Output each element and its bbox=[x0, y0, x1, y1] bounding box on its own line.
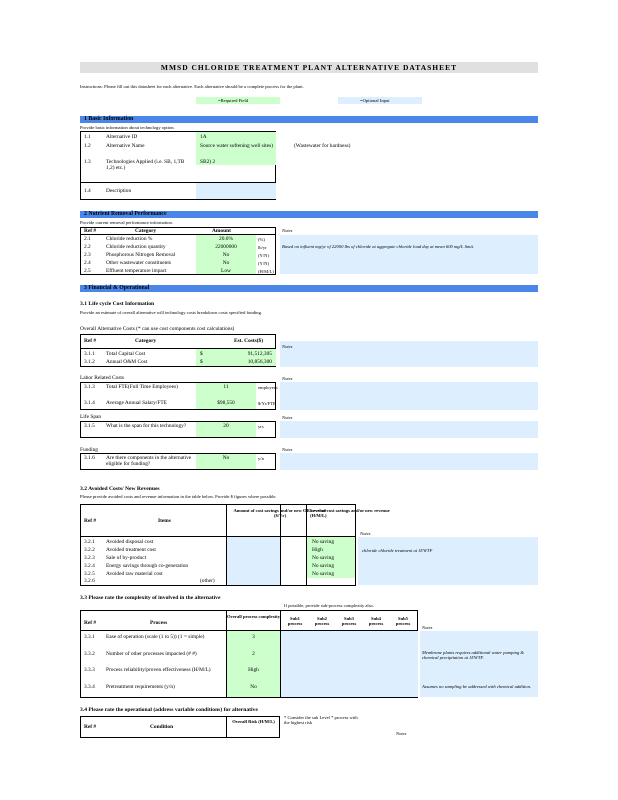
row-ref: 3.2.2 bbox=[84, 547, 95, 553]
subsection-3-3-title: 3.3 Please rate the complexity of involved in the alternative bbox=[80, 595, 221, 601]
unit-label: (Y/N) bbox=[258, 253, 269, 258]
funding-label: Funding bbox=[80, 447, 98, 453]
row-item: Energy savings through co-generation bbox=[106, 563, 189, 569]
notes-label: Notes bbox=[282, 228, 293, 233]
col-items: Items bbox=[158, 518, 171, 524]
row-category: What is the span for this technology? bbox=[106, 423, 187, 429]
col-category: Category bbox=[135, 228, 157, 234]
processes-impacted-field[interactable]: 2 bbox=[252, 651, 255, 657]
level-field[interactable]: No saving bbox=[312, 563, 335, 569]
col-process: Process bbox=[150, 620, 168, 626]
row-item: Avoided raw material cost bbox=[106, 571, 163, 577]
row-ref: 3.2.5 bbox=[84, 571, 95, 577]
description-field-bg bbox=[196, 182, 276, 199]
col-est-costs: Est. Costs($) bbox=[234, 338, 264, 344]
col-ref: Ref # bbox=[84, 620, 97, 626]
notes-label: Notes bbox=[282, 447, 293, 452]
col-overall-complexity: Overall process complexity bbox=[227, 614, 280, 619]
technologies-label: Technologies Applied (i.e. SB, 1,TB 1,2) etc.) bbox=[106, 159, 185, 172]
row-ref: 3.1.3 bbox=[84, 384, 95, 390]
complexity-note-2: Assumes no sampling be addressed with chemical addition. bbox=[422, 684, 532, 689]
row-ref: 3.2.4 bbox=[84, 563, 95, 569]
row-ref: 3.1.2 bbox=[84, 359, 95, 365]
subsection-3-2-title: 3.2 Avoided Costs/ New Revenues bbox=[80, 486, 160, 492]
level-field[interactable]: No saving bbox=[312, 571, 335, 577]
row-ref: 2.4 bbox=[84, 260, 91, 266]
col-sub1: Sub1 process bbox=[287, 616, 303, 627]
row-ref: 3.3.3 bbox=[84, 667, 95, 673]
chloride-reduction-pct-field[interactable]: 20.0% bbox=[219, 236, 233, 242]
subsection-3-4-title: 3.4 Please rate the operational (address variable conditions) for alternative bbox=[80, 707, 258, 713]
row-ref: 3.1.5 bbox=[84, 423, 95, 429]
row-category: Total Capital Cost bbox=[106, 351, 146, 357]
row-ref: 2.5 bbox=[84, 268, 91, 274]
subsection-3-1-desc: Provide an estimate of overall alternative will technology costs breakdown costs specified funding. bbox=[80, 310, 263, 315]
notes-label: Notes bbox=[422, 625, 433, 630]
row-ref: 1.3 bbox=[84, 159, 91, 165]
row-item: (other) bbox=[200, 578, 215, 584]
notes-label: Notes bbox=[396, 731, 407, 736]
col-sub3: Sub3 process bbox=[341, 616, 357, 627]
row-category: Total FTE(Full Time Employees) bbox=[106, 384, 178, 390]
notes-label: Notes bbox=[282, 415, 293, 420]
col-overall-risk: Overall Risk (H/M/L) bbox=[232, 719, 275, 724]
row-item: Avoided disposal cost bbox=[106, 539, 154, 545]
col-ref: Ref # bbox=[84, 228, 97, 234]
row-ref: 3.1.1 bbox=[84, 351, 95, 357]
row-ref: 3.2.1 bbox=[84, 539, 95, 545]
notes-label: Notes bbox=[360, 531, 371, 536]
cost-notes-cell bbox=[280, 341, 538, 367]
amount-optional-cells bbox=[227, 537, 280, 585]
total-capital-cost-field[interactable]: 91,512,305 bbox=[247, 351, 272, 357]
nutrient-note: Based on influent mg/yr of 22000 lbs of chloride at aggregate chloride load day at mean 600 mg/L limit. bbox=[282, 244, 475, 249]
unit-label: lb/yr bbox=[258, 245, 267, 250]
col-sub2: Sub2 process bbox=[314, 616, 330, 627]
currency-symbol: $ bbox=[200, 359, 203, 365]
row-ref: 3.1.6 bbox=[84, 455, 95, 461]
life-span-field[interactable]: 20 bbox=[223, 423, 229, 429]
section-2-desc: Provide current removal performance information. bbox=[80, 220, 173, 225]
instructions-text: Instructions: Please fill out this datasheet for each alternative. Each alternative should be a complete process for the plant. bbox=[80, 84, 304, 89]
subsection-3-2-desc: Please provide avoided costs and revenue information in the table below. Provide $ figures where possible. bbox=[80, 494, 277, 499]
row-process: Pretreatment requirements (y/n) bbox=[106, 684, 175, 690]
total-fte-field[interactable]: 11 bbox=[223, 384, 229, 390]
row-category: Annual O&M Cost bbox=[106, 359, 148, 365]
subsection-3-3-hint: If possible, provide sub-process complexity also. bbox=[284, 603, 374, 608]
row-process: Number of other processes impacted (# #) bbox=[106, 651, 197, 657]
row-ref: 1.1 bbox=[84, 134, 91, 140]
section-1-header: 1 Basic Information bbox=[80, 116, 538, 123]
section-3-header: 3 Financial & Operational bbox=[80, 285, 538, 292]
alternative-id-field[interactable]: 1A bbox=[200, 134, 207, 140]
life-span-label: Life Span bbox=[80, 414, 102, 420]
description-label: Description bbox=[106, 188, 132, 194]
effluent-temp-field[interactable]: Low bbox=[221, 268, 231, 274]
row-ref: 1.4 bbox=[84, 188, 91, 194]
col-amount: Amount of cost savings and/or new OR revenue ($/Yr) bbox=[233, 508, 327, 519]
alternative-name-field[interactable]: Source water softening well sites) bbox=[200, 143, 274, 149]
ease-of-operation-field[interactable]: 3 bbox=[252, 634, 255, 640]
row-item: Sale of by-product bbox=[106, 555, 147, 561]
life-span-notes-cell bbox=[280, 421, 538, 438]
avoided-notes-cell bbox=[358, 537, 538, 585]
row-ref: 2.3 bbox=[84, 252, 91, 258]
labor-notes-cell bbox=[280, 382, 538, 410]
unit-label: y/n bbox=[258, 456, 264, 461]
pretreatment-field[interactable]: No bbox=[250, 684, 257, 690]
legend-required: =Required Field bbox=[196, 97, 280, 104]
col-ref: Ref # bbox=[84, 518, 97, 524]
level-field[interactable]: No saving bbox=[312, 539, 335, 545]
col-amount: Amount bbox=[212, 228, 231, 234]
level-field[interactable]: High bbox=[312, 547, 323, 553]
row-category: Chloride reduction % bbox=[106, 236, 153, 242]
col-ref: Ref # bbox=[84, 724, 97, 730]
divider bbox=[80, 182, 276, 183]
col-ref: Ref # bbox=[84, 338, 97, 344]
process-reliability-field[interactable]: High bbox=[248, 667, 259, 673]
row-category: Effluent temperature impact bbox=[106, 268, 167, 274]
row-category: Chloride reduction quantity bbox=[106, 244, 166, 250]
subsection-3-4-hint: * Consider the sub Level * process with the highest risk bbox=[284, 715, 358, 726]
complexity-note-1: Membrane plants requires additional water pumping & chemical precipitation at JI/WTF. bbox=[422, 650, 524, 661]
other-constituents-field[interactable]: No bbox=[222, 260, 230, 266]
row-process: Process reliability/proven effectiveness (H/M/L) bbox=[106, 667, 211, 673]
chloride-reduction-qty-field[interactable]: 22000000 bbox=[215, 244, 237, 250]
row-ref: 2.2 bbox=[84, 244, 91, 250]
row-ref: 3.3.2 bbox=[84, 651, 95, 657]
funding-notes-cell bbox=[280, 453, 538, 470]
unit-label: (%) bbox=[258, 237, 265, 242]
technologies-field[interactable]: SB2) 2 bbox=[200, 159, 216, 165]
unit-label: (H/M/L) bbox=[258, 269, 274, 274]
notes-label: Notes bbox=[282, 376, 293, 381]
unit-label: (Y/N) bbox=[258, 261, 269, 266]
datasheet-title: MMSD CHLORIDE TREATMENT PLANT ALTERNATIVE DATASHEET bbox=[80, 62, 538, 73]
section-1-desc: Provide basic information about technology option. bbox=[80, 125, 175, 130]
subsection-3-1-title: 3.1 Life cycle Cost Information bbox=[80, 301, 155, 307]
funding-field[interactable]: No bbox=[222, 455, 230, 461]
row-category: Average Annual Salary/FTE bbox=[106, 400, 167, 406]
row-ref: 2.1 bbox=[84, 236, 91, 242]
unit-label: yrs bbox=[258, 424, 264, 429]
section-2-header: 2 Nutrient Removal Performance bbox=[80, 211, 538, 218]
col-level: Level of cost savings and/or new revenue (H/M/L) bbox=[310, 508, 390, 519]
phosphorous-field[interactable]: No bbox=[222, 252, 230, 258]
col-sub4: Sub4 process bbox=[368, 616, 384, 627]
row-item: Avoided treatment cost bbox=[106, 547, 156, 553]
row-ref: 3.3.4 bbox=[84, 684, 95, 690]
avoided-costs-note: chloride chloride treatment at JI/WTF bbox=[362, 548, 433, 553]
alternative-name-label: Alternative Name bbox=[106, 143, 145, 149]
nutrient-notes-cell bbox=[280, 235, 538, 274]
overall-costs-label: Overall Alternative Costs (* can use cost components cost calculations) bbox=[80, 326, 235, 332]
col-category: Category bbox=[135, 338, 157, 344]
row-ref: 1.2 bbox=[84, 143, 91, 149]
col-sub5: Sub5 process bbox=[395, 616, 411, 627]
col-condition: Condition bbox=[150, 724, 174, 730]
annual-om-cost-field[interactable]: 10,856,300 bbox=[247, 359, 272, 365]
row-category: Other wastewater constituents bbox=[106, 260, 171, 266]
legend-optional: =Optional Input bbox=[338, 97, 422, 104]
row-category: Phosphorous Nitrogen Removal bbox=[106, 252, 176, 258]
level-field[interactable]: No saving bbox=[312, 555, 335, 561]
alternative-id-label: Alternative ID bbox=[106, 134, 138, 140]
row-ref: 3.1.4 bbox=[84, 400, 95, 406]
row-ref: 3.3.1 bbox=[84, 634, 95, 640]
avg-salary-field[interactable]: $98,550 bbox=[217, 400, 235, 406]
labor-costs-label: Labor Related Costs bbox=[80, 375, 125, 381]
row-process: Ease of operation (scale (1 to 5)) (1 = simple) bbox=[106, 634, 205, 640]
unit-label: employees bbox=[258, 385, 278, 390]
alternative-name-extra: (Wastewater for hardness) bbox=[294, 143, 351, 149]
row-ref: 3.2.6 bbox=[84, 578, 95, 584]
currency-symbol: $ bbox=[200, 351, 203, 357]
notes-label: Notes bbox=[282, 344, 293, 349]
subprocess-optional-cells bbox=[281, 631, 418, 697]
row-ref: 3.2.3 bbox=[84, 555, 95, 561]
unit-label: $/Yr/FTE bbox=[258, 401, 276, 406]
row-category: Are there components in the alternative eligible for funding? bbox=[106, 455, 192, 468]
